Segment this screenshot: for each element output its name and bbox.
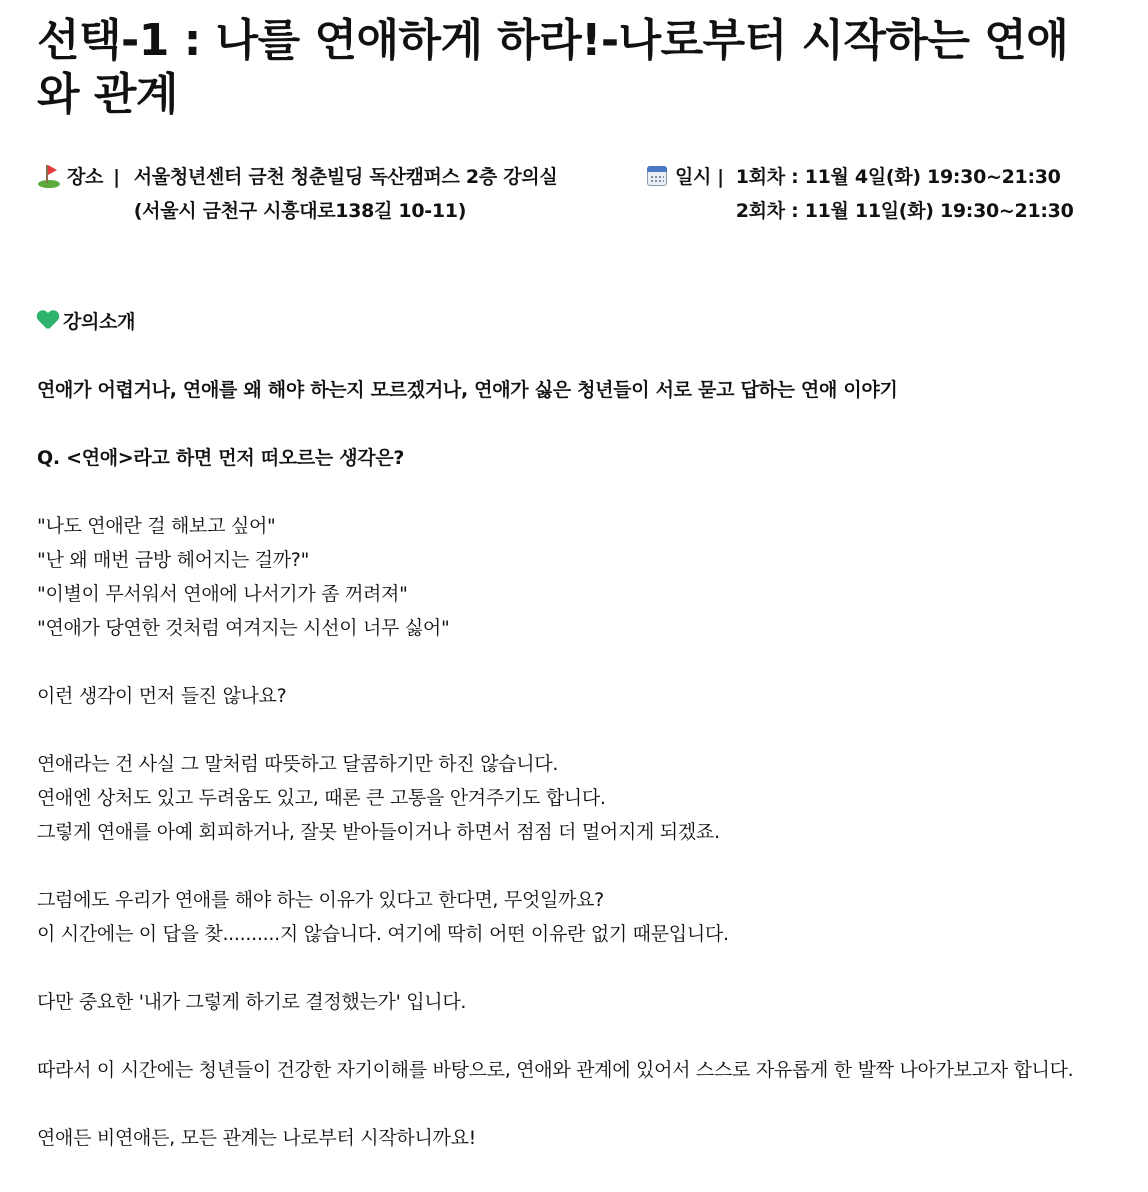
datetime-block [645, 160, 1074, 228]
quote-item: "난 왜 매번 금방 헤어지는 걸까?" [37, 549, 310, 571]
page-title: 선택-1 : 나를 연애하게 하라!-나로부터 시작하는 연애와 관계 [37, 15, 1069, 120]
paragraph-line: 이 시간에는 이 답을 찾..........지 않습니다. 여기에 딱히 어떤 이유란 없기 때문입니다. [37, 923, 729, 945]
paragraph-line: 연애엔 상처도 있고 두려움도 있고, 때론 큰 고통을 안겨주기도 합니다. [37, 787, 606, 809]
session-line: 1회차 : 11월 4일(화) 19:30~21:30 [735, 166, 1061, 188]
golf-flag-icon [37, 165, 63, 189]
location-separator: | [113, 166, 120, 188]
datetime-label-cell [645, 160, 736, 228]
quote-item: "연애가 당연한 것처럼 여겨지는 시선이 너무 싫어" [37, 617, 450, 639]
location-line: 서울청년센터 금천 청춘빌딩 독산캠퍼스 2층 강의실 [133, 166, 558, 188]
location-label-cell [37, 160, 134, 228]
paragraph-2 [37, 747, 1108, 849]
quote-item: "이별이 무서워서 연애에 나서기가 좀 꺼려져" [37, 583, 408, 605]
datetime-separator: | [717, 166, 724, 188]
paragraph-4: 다만 중요한 '내가 그렇게 하기로 결정했는가' 입니다. [37, 991, 467, 1013]
intro-question: Q. <연애>라고 하면 먼저 떠오르는 생각은? [37, 447, 405, 469]
datetime-values [736, 160, 1074, 228]
intro-section [37, 305, 1108, 1155]
intro-lead: 연애가 어렵거나, 연애를 왜 해야 하는지 모르겠거나, 연애가 싫은 청년들이 서로 묻고 답하는 연애 이야기 [37, 379, 898, 401]
paragraph-line: 연애라는 건 사실 그 말처럼 따뜻하고 달콤하기만 하진 않습니다. [37, 753, 559, 775]
intro-heading-text: 강의소개 [63, 311, 136, 333]
paragraph-1: 이런 생각이 먼저 들진 않나요? [37, 685, 287, 707]
location-line: (서울시 금천구 시흥대로138길 10-11) [133, 200, 467, 222]
intro-heading [37, 305, 1108, 339]
quote-item: "나도 연애란 걸 해보고 싶어" [37, 515, 276, 537]
session-line: 2회차 : 11월 11일(화) 19:30~21:30 [735, 200, 1074, 222]
paragraph-3 [37, 883, 1108, 951]
quote-list [37, 509, 1108, 645]
paragraph-5: 따라서 이 시간에는 청년들이 건강한 자기이해를 바탕으로, 연애와 관계에 있어서 스스로 자유롭게 한 발짝 나아가보고자 합니다. [37, 1059, 1074, 1081]
location-label: 장소 [67, 166, 104, 188]
paragraph-line: 그럼에도 우리가 연애를 해야 하는 이유가 있다고 한다면, 무엇일까요? [37, 889, 604, 911]
datetime-label: 일시 [675, 166, 712, 188]
green-heart-icon [37, 311, 59, 331]
location-values [134, 160, 558, 228]
info-row [37, 160, 1108, 230]
paragraph-line: 그렇게 연애를 아예 회피하거나, 잘못 받아들이거나 하면서 점점 더 멀어지게 되겠죠. [37, 821, 720, 843]
calendar-icon [645, 165, 671, 189]
paragraph-6: 연애든 비연애든, 모든 관계는 나로부터 시작하니까요! [37, 1127, 476, 1149]
location-block [37, 160, 557, 228]
